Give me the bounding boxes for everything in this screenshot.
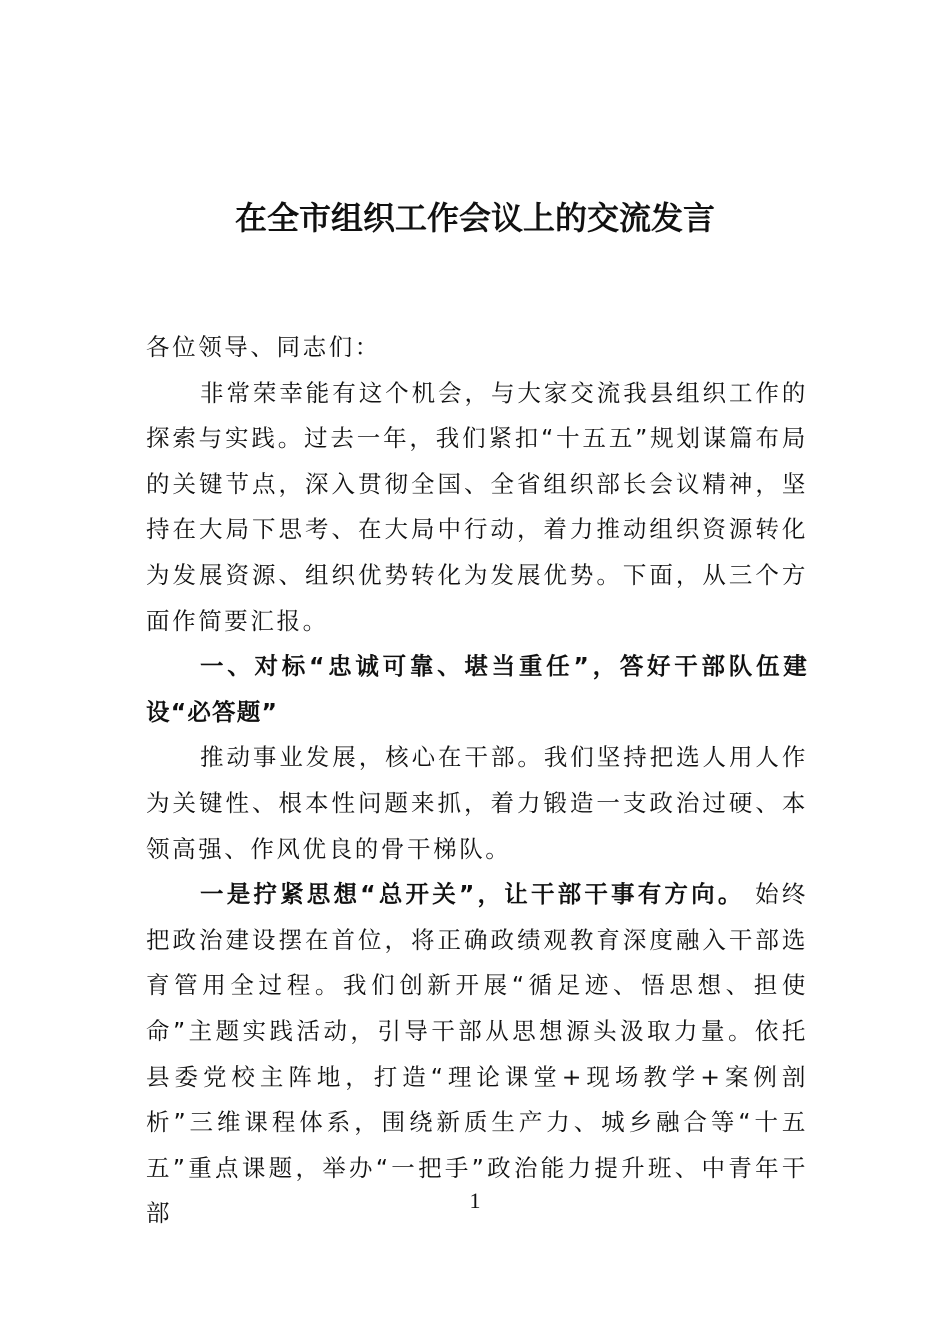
document-title: 在全市组织工作会议上的交流发言 (234, 199, 715, 237)
point-text: 始终把政治建设摆在首位，将正确政绩观教育深度融入干部选育管用全过程。我们创新开展“循足迹、悟思想、担使命”主题实践活动，引导干部从思想源头汲取力量。依托县委党校主阵地，打造“理论课堂+现场教学+案例剖析”三维课程体系，围绕新质生产力、城乡融合等“十五五”重点课题，举办“一把手”政治能力提升班、中青年干部 (146, 880, 808, 1228)
page-number: 1 (469, 1188, 481, 1213)
point-paragraph (146, 872, 808, 1237)
section-intro-paragraph: 推动事业发展，核心在干部。我们坚持把选人用人作为关键性、根本性问题来抓，着力锻造一支政治过硬、本领高强、作风优良的骨干梯队。 (146, 743, 808, 863)
intro-paragraph: 非常荣幸能有这个机会，与大家交流我县组织工作的探索与实践。过去一年，我们紧扣“十五五”规划谋篇布局的关键节点，深入贯彻全国、全省组织部长会议精神，坚持在大局下思考、在大局中行动，着力推动组织资源转化为发展资源、组织优势转化为发展优势。下面，从三个方面作简要汇报。 (146, 378, 808, 635)
section-heading: 一、对标“忠诚可靠、堪当重任”，答好干部队伍建设“必答题” (146, 652, 808, 726)
document-body (146, 325, 808, 1237)
point-lead: 一是拧紧思想“总开关”，让干部干事有方向。 (200, 880, 745, 909)
salutation: 各位领导、同志们： (146, 333, 381, 361)
